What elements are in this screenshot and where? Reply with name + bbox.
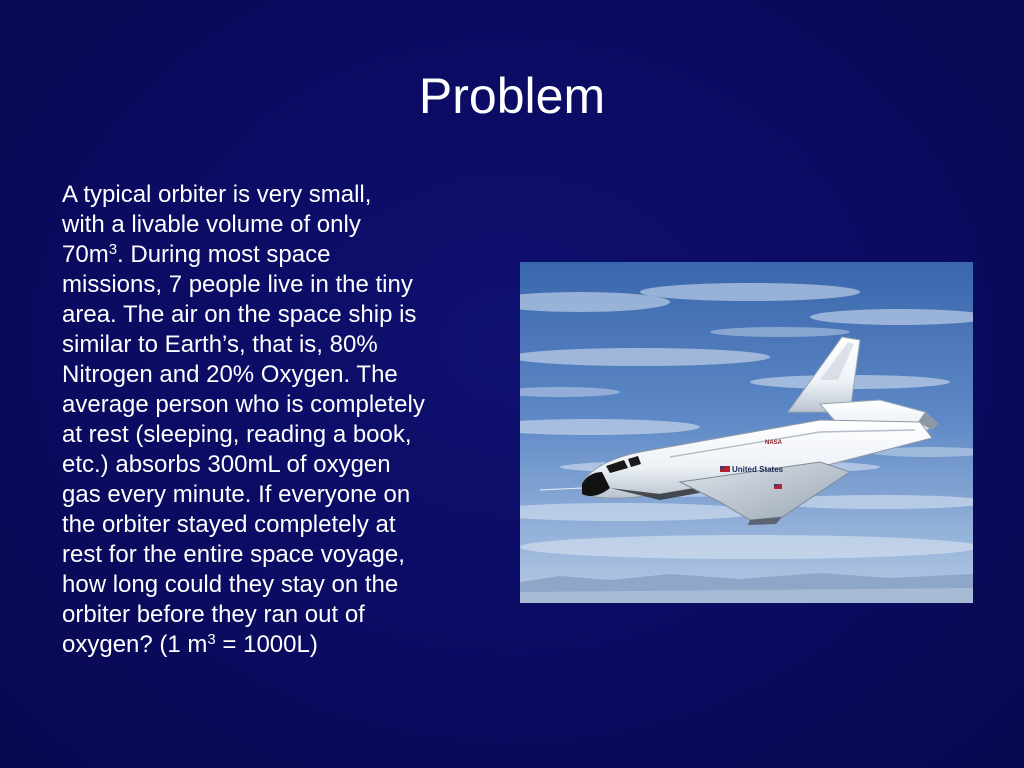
text-run: gas every minute. If everyone on (62, 481, 411, 508)
slide-title: Problem (418, 68, 606, 124)
text-run: how long could they stay on the (62, 571, 399, 598)
text-run: the orbiter stayed completely at (62, 511, 396, 538)
united-states-marking: United States (732, 465, 784, 474)
text-run: orbiter before they ran out of (62, 601, 365, 628)
problem-text-line (62, 330, 502, 360)
problem-text-line (62, 600, 502, 630)
problem-text-line (62, 180, 502, 210)
problem-text-line (62, 570, 502, 600)
nasa-marking: NASA (765, 440, 783, 446)
problem-text-line (62, 360, 502, 390)
problem-text-line (62, 450, 502, 480)
problem-text-line (62, 630, 502, 660)
text-run: rest for the entire space voyage, (62, 541, 405, 568)
text-run: A typical orbiter is very small, (62, 181, 372, 208)
problem-text-line (62, 270, 502, 300)
problem-text-line (62, 510, 502, 540)
problem-text (62, 180, 502, 660)
problem-text-line (62, 540, 502, 570)
superscript: 3 (108, 241, 118, 258)
text-run: Nitrogen and 20% Oxygen. The (62, 361, 398, 388)
text-run: etc.) absorbs 300mL of oxygen (62, 451, 391, 478)
problem-text-line (62, 480, 502, 510)
text-run: with a livable volume of only (62, 211, 361, 238)
text-run: oxygen? (1 m (62, 631, 208, 658)
superscript: 3 (207, 631, 216, 648)
text-run: average person who is completely (62, 391, 425, 418)
text-run: = 1000L) (215, 631, 318, 658)
problem-text-line (62, 420, 502, 450)
problem-text-line (62, 210, 502, 240)
problem-text-line (62, 300, 502, 330)
text-run: 70m (62, 241, 109, 268)
space-shuttle-photo (520, 262, 973, 603)
text-run: missions, 7 people live in the tiny (62, 271, 413, 298)
text-run: . During most space (117, 241, 331, 268)
problem-text-line (62, 390, 502, 420)
text-run: at rest (sleeping, reading a book, (62, 421, 412, 448)
problem-text-line (62, 240, 502, 270)
text-run: similar to Earth’s, that is, 80% (62, 331, 378, 358)
text-run: area. The air on the space ship is (62, 301, 417, 328)
